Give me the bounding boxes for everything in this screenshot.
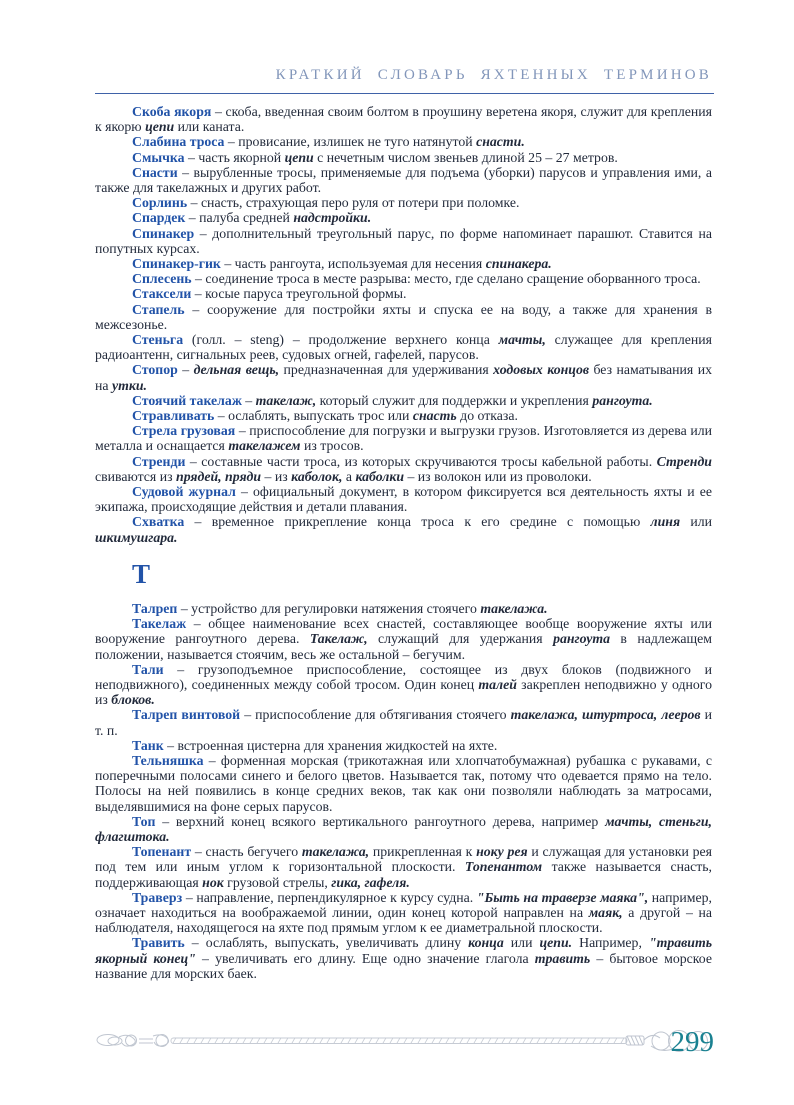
entry-definition: – дельная вещь, предназначенная для удерживания ходовых концов без наматывания их на утки.	[95, 362, 712, 393]
section-letter: Т	[132, 558, 151, 589]
entry-term: Смычка	[132, 149, 185, 165]
entry-definition: – снасть, страхующая перо руля от потери при поломке.	[187, 195, 520, 211]
glossary-entry	[95, 423, 712, 453]
entry-term-suffix: (голл. – steng)	[183, 332, 285, 348]
entry-term: Стоячий такелаж	[132, 392, 242, 408]
glossary-entry	[95, 844, 712, 890]
entry-definition: – соединение троса в месте разрыва: место, где сделано сращение оборванного троса.	[191, 271, 701, 287]
entry-term: Схватка	[132, 514, 185, 530]
entry-definition: – такелаж, который служит для поддержки и укрепления рангоута.	[241, 392, 653, 408]
entry-definition: – встроенная цистерна для хранения жидкостей на яхте.	[163, 737, 498, 753]
entry-definition: – форменная морская (трикотажная или хлопчатобумажная) рубашка с рукавами, с поперечными полосами синего и белого цветов. Называется так, потому что одевается прямо на тело. Полосы на ней появились в конце средних веков, так как они позволяли наблюдать за матросами, выделявшимися на фоне серых парусов.	[95, 752, 712, 814]
entry-definition: – приспособление для обтягивания стоячего такелажа, штуртроса, лееров и т. п.	[95, 707, 712, 738]
entry-definition: – снасть бегучего такелажа, прикрепленная к ноку рея и служащая для установки рея под тем или иным углом к горизонтальной плоскости. Топенантом также называется снасть, поддерживающая нок грузовой стрелы, гика, гафеля.	[95, 844, 712, 890]
entry-definition: – сооружение для постройки яхты и спуска ее на воду, а также для хранения в межсезонье.	[95, 301, 712, 332]
entry-definition: – ослаблять, выпускать, увеличивать длину конца или цепи. Например, "травить якорный конец" – увеличивать его длину. Еще одно значение глагола травить – бытовое морское название для морских баек.	[95, 935, 713, 981]
entry-term: Стопор	[132, 362, 178, 378]
glossary-entry	[95, 753, 712, 814]
entry-term: Стрела грузовая	[132, 423, 236, 439]
glossary-entry	[95, 165, 712, 195]
entry-term: Снасти	[132, 164, 178, 180]
page-footer	[95, 1026, 714, 1068]
entry-term: Тельняшка	[132, 752, 204, 768]
entry-term: Стравливать	[132, 408, 215, 424]
entry-term: Спинакер	[132, 225, 195, 241]
entry-term: Танк	[132, 737, 164, 753]
glossary-entry	[95, 210, 712, 225]
entry-term: Траверз	[132, 889, 183, 905]
entry-term: Сплесень	[132, 271, 192, 287]
entry-definition: – временное прикрепление конца троса к его средине с помощью линя или шкимушгара.	[95, 514, 712, 545]
glossary-entry	[95, 195, 712, 210]
entry-definition: – официальный документ, в котором фиксируется вся деятельность яхты и ее экипажа, происходящие действия и детали плавания.	[95, 484, 712, 515]
entry-definition: – ослаблять, выпускать трос или снасть до отказа.	[214, 408, 518, 424]
entry-term: Стаксели	[132, 286, 192, 302]
entry-term: Тали	[132, 661, 164, 677]
glossary-entry	[95, 935, 712, 981]
glossary-entry	[95, 707, 712, 737]
entry-term: Слабина троса	[132, 134, 225, 150]
glossary-entry	[95, 454, 712, 484]
entry-definition: – приспособление для погрузки и выгрузки грузов. Изготовляется из дерева или металла и оснащается такелажем из тросов.	[95, 423, 712, 454]
entry-term: Стренди	[132, 453, 186, 469]
glossary-entry	[95, 601, 712, 616]
header-rule	[95, 93, 714, 94]
entry-term: Талреп	[132, 600, 178, 616]
entry-definition: – косые паруса треугольной формы.	[191, 286, 407, 302]
page-number: 299	[670, 1026, 714, 1058]
entry-term: Спардек	[132, 210, 186, 226]
entry-term: Талреп винтовой	[132, 707, 241, 723]
glossary-entry	[95, 134, 712, 149]
entry-definition: – устройство для регулировки натяжения стоячего такелажа.	[177, 600, 548, 616]
glossary-entry	[95, 814, 712, 844]
glossary-entry	[95, 514, 712, 544]
glossary-entry	[95, 393, 712, 408]
entry-definition: – часть рангоута, используемая для несения спинакера.	[220, 256, 552, 272]
glossary-entry	[95, 271, 712, 286]
glossary-entry	[95, 226, 712, 256]
entry-term: Скоба якоря	[132, 104, 212, 119]
entry-term: Спинакер-гик	[132, 256, 221, 272]
glossary-entry	[95, 256, 712, 271]
page-header	[95, 66, 712, 84]
entry-definition: – составные части троса, из которых скручиваются тросы кабельной работы. Стренди свиваются из прядей, пряди – из каболок, а каболки – из волокон или из проволоки.	[95, 453, 712, 484]
entry-definition: – скоба, введенная своим болтом в проушину веретена якоря, служит для крепления к якорю цепи или каната.	[95, 104, 712, 135]
entry-definition: – часть якорной цепи с нечетным числом звеньев длиной 25 – 27 метров.	[184, 149, 618, 165]
entry-definition: – направление, перпендикулярное к курсу судна. "Быть на траверзе маяка", например, означает находиться на воображаемой линии, один конец которой направлен на маяк, а другой – на наблюдателя, находящегося на яхте под прямым углом к ее диаметральной плоскости.	[95, 889, 713, 936]
glossary-entry	[95, 302, 712, 332]
entry-definition: – провисание, излишек не туго натянутой снасти.	[224, 134, 525, 150]
glossary-entry	[95, 616, 712, 662]
entry-definition: – общее наименование всех снастей, составляющее вообще вооружение яхты или вооружение рангоутного дерева. Такелаж, служащий для удержания рангоута в надлежащем положении, называется стоячим, весь же остальной – бегучим.	[95, 616, 712, 662]
glossary-entry	[95, 332, 712, 362]
entry-term: Такелаж	[132, 616, 187, 632]
entry-term: Сорлинь	[132, 195, 188, 211]
entry-definition: – продолжение верхнего конца мачты, служащее для крепления радиоантенн, сигнальных реев, судовых огней, гафелей, парусов.	[95, 332, 712, 363]
entry-term: Топенант	[132, 844, 192, 860]
entry-term: Судовой журнал	[132, 484, 236, 500]
entry-definition: – палуба средней надстройки.	[185, 210, 372, 226]
entry-term: Стапель	[132, 301, 185, 317]
glossary-entry	[95, 104, 712, 134]
page-header-title: КРАТКИЙ СЛОВАРЬ ЯХТЕННЫХ ТЕРМИНОВ	[275, 67, 712, 83]
entry-term: Стеньга	[132, 332, 184, 348]
entry-definition: – дополнительный треугольный парус, по форме напоминает парашют. Ставится на попутных курсах.	[95, 225, 712, 256]
glossary-entry	[95, 484, 712, 514]
glossary-entry	[95, 890, 712, 936]
glossary-entry	[95, 662, 712, 708]
glossary-entry	[95, 150, 712, 165]
glossary-entry	[95, 362, 712, 392]
entry-term: Травить	[132, 935, 185, 951]
glossary-entry	[95, 408, 712, 423]
entry-definition: – верхний конец всякого вертикального рангоутного дерева, например мачты, стеньги, флагштока.	[95, 813, 712, 844]
glossary-content	[95, 104, 712, 981]
entry-definition: – вырубленные тросы, применяемые для подъема (уборки) парусов и управления ими, а также для такелажных и других работ.	[95, 164, 712, 196]
glossary-entry	[95, 738, 712, 753]
entry-definition: – грузоподъемное приспособление, состоящее из двух блоков (подвижного и неподвижного), соединенных между собой тросом. Один конец талей закреплен неподвижно у одного из блоков.	[95, 661, 712, 708]
rope-knot-divider-icon	[95, 1028, 712, 1062]
glossary-entry	[95, 286, 712, 301]
entry-term: Топ	[132, 813, 156, 829]
